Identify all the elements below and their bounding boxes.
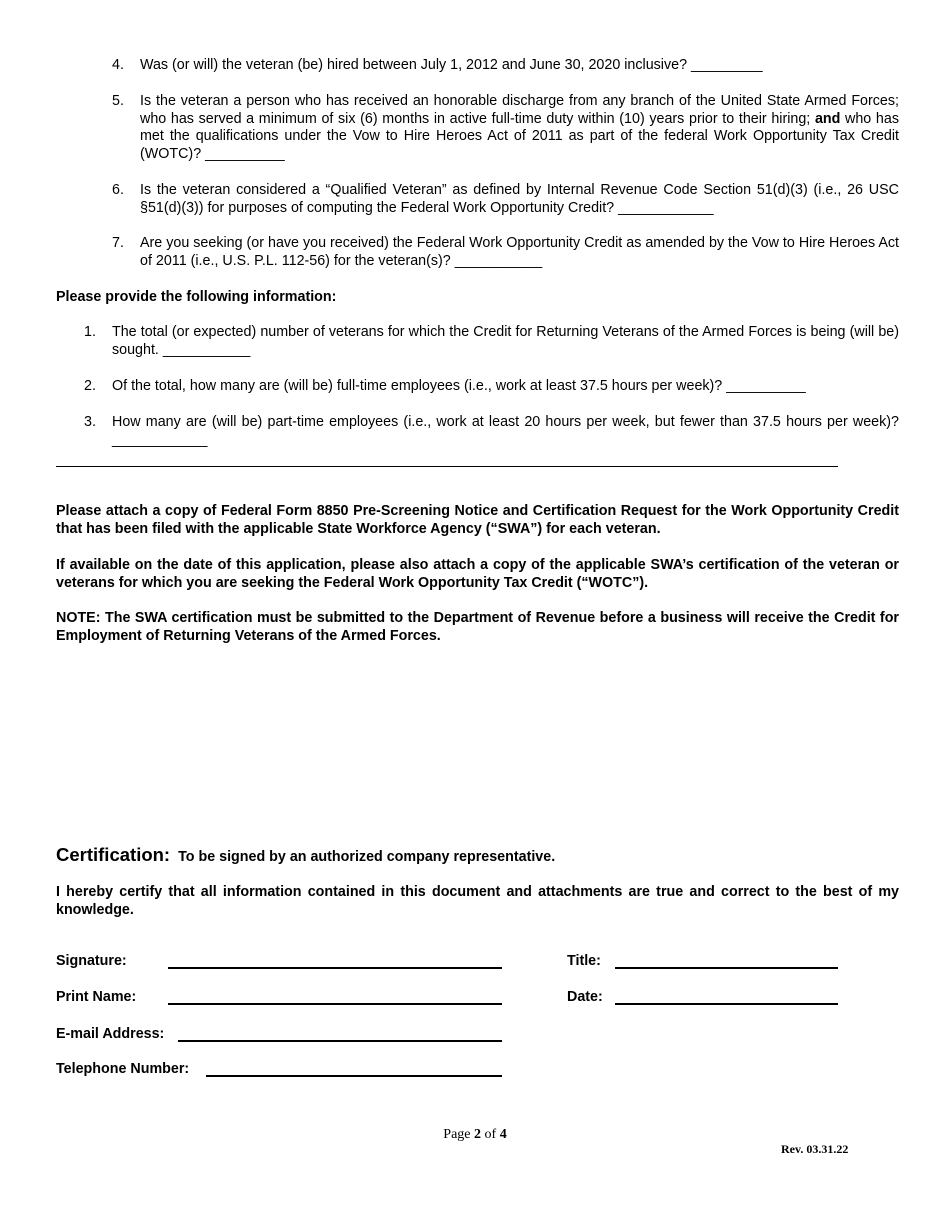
question-5: [112, 93, 899, 163]
question-number: 4.: [112, 57, 124, 73]
email-label: E-mail Address:: [56, 1026, 165, 1042]
telephone-line[interactable]: [206, 1075, 502, 1077]
answer-blank[interactable]: ___________: [454, 252, 543, 269]
section-divider: [56, 466, 838, 467]
signature-line[interactable]: [168, 967, 502, 969]
question-7: [112, 235, 899, 270]
question-number: 5.: [112, 93, 124, 109]
title-label: Title:: [567, 953, 601, 969]
answer-blank[interactable]: __________: [726, 378, 806, 394]
print-name-line[interactable]: [168, 1003, 502, 1005]
question-text: Of the total, how many are (will be) full-time employees (i.e., work at least 37.5 hours per week)?: [112, 378, 723, 394]
attach-form-notice: Please attach a copy of Federal Form 8850 Pre-Screening Notice and Certification Request for the Work Opportunity Credit that has been filed with the applicable State Workforce Agency (“SWA”) for each veteran.: [56, 503, 899, 537]
answer-blank[interactable]: ___________: [162, 341, 251, 358]
signature-label: Signature:: [56, 953, 127, 969]
question-number: 6.: [112, 182, 124, 198]
question-text: How many are (will be) part-time employees (i.e., work at least 20 hours per week, but fewer than 37.5 hours per week)?: [112, 414, 899, 430]
question-text: Was (or will) the veteran (be) hired between July 1, 2012 and June 30, 2020 inclusive?: [140, 57, 688, 73]
info-question-1: [84, 324, 899, 359]
info-heading: Please provide the following information:: [56, 289, 337, 305]
question-text: The total (or expected) number of veterans for which the Credit for Returning Veterans of the Armed Forces is being (will be) sought.: [112, 324, 899, 358]
certification-header: [56, 846, 555, 867]
certification-statement: I hereby certify that all information contained in this document and attachments are true and correct to the best of my knowledge.: [56, 884, 899, 918]
print-name-label: Print Name:: [56, 989, 137, 1005]
answer-blank[interactable]: __________: [205, 145, 285, 162]
info-question-3: [84, 414, 899, 449]
title-line[interactable]: [615, 967, 838, 969]
email-line[interactable]: [178, 1040, 502, 1042]
question-number: 2.: [84, 378, 96, 394]
answer-blank[interactable]: _________: [691, 57, 763, 73]
attach-certification-notice: If available on the date of this application, please also attach a copy of the applicable SWA’s certification of the veteran or veterans for which you are seeking the Federal Work Opportunity Tax Credit (“WOTC”).: [56, 557, 899, 591]
question-text-continued: who has met the qualifications under the Vow to Hire Heroes Act of 2011 as part of the federal Work Opportunity Tax Credit (WOTC)?: [140, 110, 899, 162]
answer-blank[interactable]: ____________: [618, 199, 714, 216]
question-text: Is the veteran a person who has received an honorable discharge from any branch of the United State Armed Forces; who has served a minimum of six (6) months in active full-time duty within (10) years prior to their hiring;: [140, 93, 899, 127]
certification-title: Certification:: [56, 844, 171, 865]
date-line[interactable]: [615, 1003, 838, 1005]
date-label: Date:: [567, 989, 603, 1005]
revision-label: Rev. 03.31.22: [781, 1142, 849, 1156]
info-question-2: [84, 378, 899, 396]
question-4: [112, 57, 899, 75]
question-number: 3.: [84, 414, 96, 430]
page-number: Page 2 of 4: [443, 1127, 507, 1142]
swa-note: NOTE: The SWA certification must be submitted to the Department of Revenue before a business will receive the Credit for Employment of Returning Veterans of the Armed Forces.: [56, 610, 899, 644]
question-number: 7.: [112, 235, 124, 251]
question-text: Is the veteran considered a “Qualified Veteran” as defined by Internal Revenue Code Section 51(d)(3) (i.e., 26 USC §51(d)(3)) for purposes of computing the Federal Work Opportunity Credit?: [140, 182, 899, 216]
question-number: 1.: [84, 324, 96, 340]
question-text: Are you seeking (or have you received) the Federal Work Opportunity Credit as amended by the Vow to Hire Heroes Act of 2011 (i.e., U.S. P.L. 112-56) for the veteran(s)?: [140, 235, 899, 269]
emphasis-word: and: [814, 110, 841, 127]
answer-blank[interactable]: ____________: [112, 431, 208, 448]
certification-subtitle: To be signed by an authorized company representative.: [178, 849, 556, 865]
question-6: [112, 182, 899, 217]
telephone-label: Telephone Number:: [56, 1061, 190, 1077]
